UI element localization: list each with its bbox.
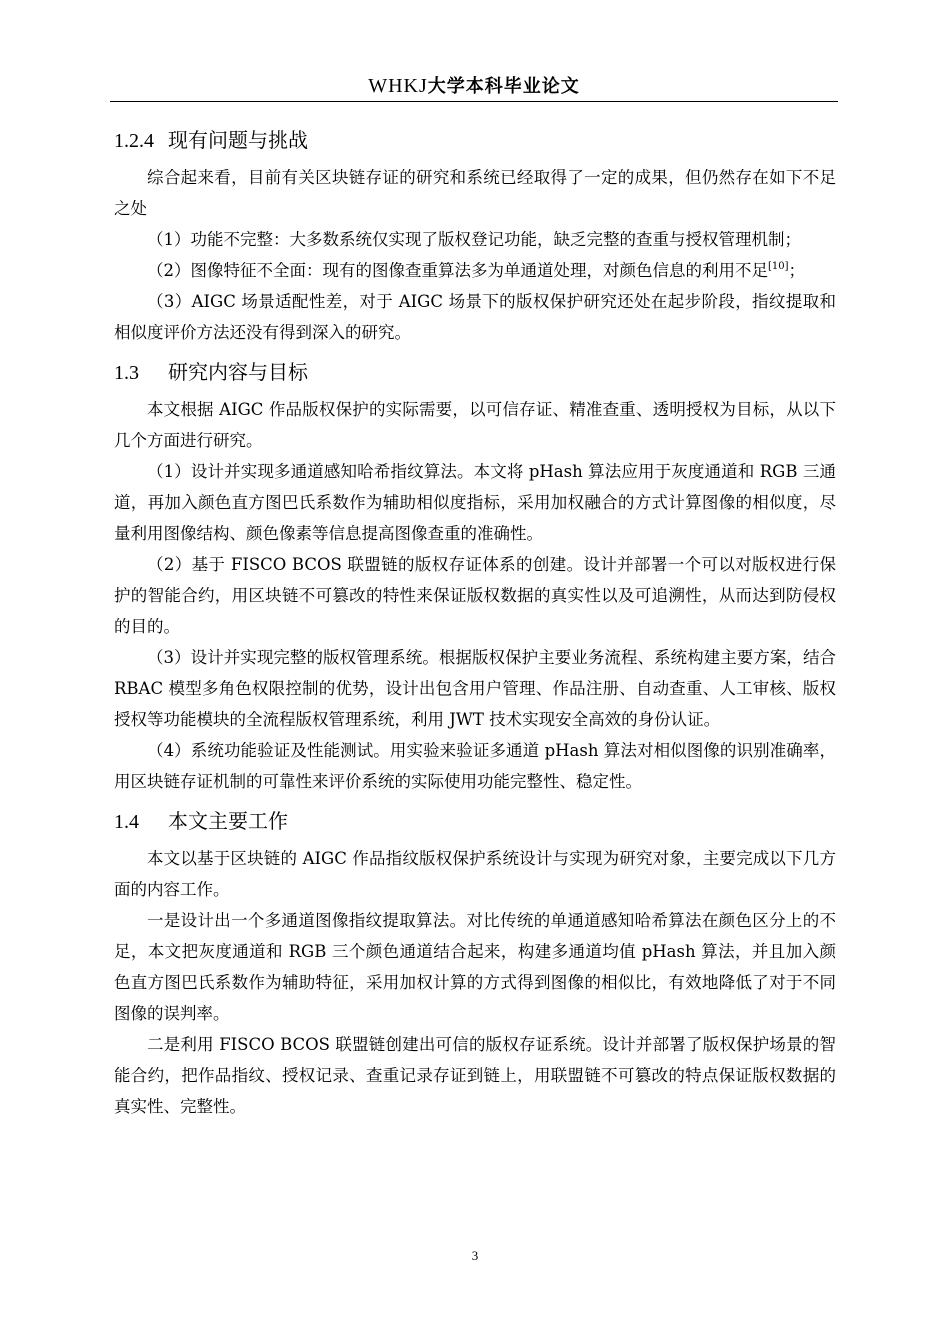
section-number: 1.2.4 [114,130,154,152]
page-number: 3 [471,1248,479,1263]
running-header [110,72,838,98]
section-title: 本文主要工作 [168,809,288,833]
paragraph-tail: ； [788,261,806,280]
citation-ref: [10] [768,261,789,272]
paragraph: 一是设计出一个多通道图像指纹提取算法。对比传统的单通道感知哈希算法在颜色区分上的不足，本文把灰度通道和 RGB 三个颜色通道结合起来，构建多通道均值 pHash 算法，并且加入颜色直方图巴氏系数作为辅助特征，采用加权计算的方式得到图像的相似比，有效地降低了对于不同图像的误判率。 [114,911,836,1023]
header-title: 大学本科毕业论文 [427,76,580,97]
paragraph: 本文以基于区块链的 AIGC 作品指纹版权保护系统设计与实现为研究对象，主要完成以下几方面的内容工作。 [114,849,836,899]
paragraph: （1）设计并实现多通道感知哈希指纹算法。本文将 pHash 算法应用于灰度通道和 RGB 三通道，再加入颜色直方图巴氏系数作为辅助相似度指标，采用加权融合的方式计算图像的相似度，尽量利用图像结构、颜色像素等信息提高图像查重的准确性。 [114,462,836,543]
section-heading-1-3 [114,350,836,394]
paragraph: 综合起来看，目前有关区块链存证的研究和系统已经取得了一定的成果，但仍然存在如下不足之处 [114,168,836,218]
page-body [114,118,836,1122]
paragraph [114,255,836,286]
paragraph: 本文根据 AIGC 作品版权保护的实际需要，以可信存证、精准查重、透明授权为目标，从以下几个方面进行研究。 [114,400,836,450]
section-title: 研究内容与目标 [168,360,308,384]
section-number: 1.4 [114,811,139,833]
paragraph: （3）设计并实现完整的版权管理系统。根据版权保护主要业务流程、系统构建主要方案，结合 RBAC 模型多角色权限控制的优势，设计出包含用户管理、作品注册、自动查重、人工审核、版权授权等功能模块的全流程版权管理系统，利用 JWT 技术实现安全高效的身份认证。 [114,648,836,729]
paragraph: （4）系统功能验证及性能测试。用实验来验证多通道 pHash 算法对相似图像的识别准确率，用区块链存证机制的可靠性来评价系统的实际使用功能完整性、稳定性。 [114,741,836,791]
header-latin: WHKJ [368,75,428,97]
section-heading-1-2-4 [114,118,836,162]
section-number: 1.3 [114,362,139,384]
paragraph-text: （2）图像特征不全面：现有的图像查重算法多为单通道处理，对颜色信息的利用不足 [147,261,768,280]
paragraph: 二是利用 FISCO BCOS 联盟链创建出可信的版权存证系统。设计并部署了版权保护场景的智能合约，把作品指纹、授权记录、查重记录存证到链上，用联盟链不可篡改的特点保证版权数据的真实性、完整性。 [114,1035,836,1116]
section-title: 现有问题与挑战 [168,128,308,152]
section-heading-1-4 [114,799,836,843]
paragraph: （3）AIGC 场景适配性差，对于 AIGC 场景下的版权保护研究还处在起步阶段，指纹提取和相似度评价方法还没有得到深入的研究。 [114,292,836,342]
paragraph: （1）功能不完整：大多数系统仅实现了版权登记功能，缺乏完整的查重与授权管理机制； [147,230,801,249]
header-rule [110,101,838,102]
paragraph: （2）基于 FISCO BCOS 联盟链的版权存证体系的创建。设计并部署一个可以对版权进行保护的智能合约，用区块链不可篡改的特性来保证版权数据的真实性以及可追溯性，从而达到防侵权的目的。 [114,555,836,636]
